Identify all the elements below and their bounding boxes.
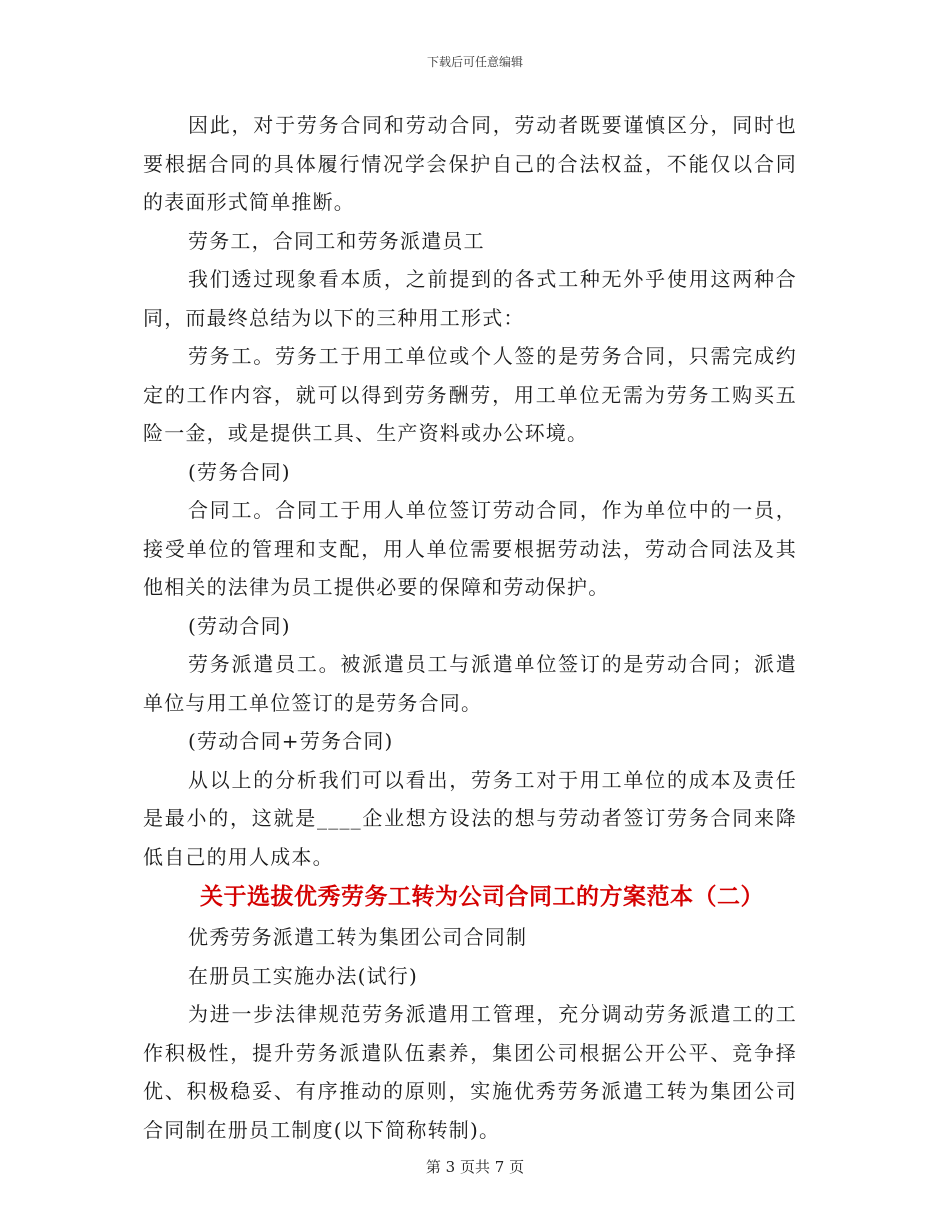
page-header: 下载后可任意编辑 <box>426 55 523 69</box>
paragraph-conclusion: 因此，对于劳务合同和劳动合同，劳动者既要谨慎区分，同时也要根据合同的具体履行情况学会保护自己的合法权益，不能仅以合同的表面形式简单推断。 <box>143 113 797 214</box>
paragraph-plan-title: 优秀劳务派遣工转为集团公司合同制 <box>188 925 528 949</box>
paragraph-contract-worker: 合同工。合同工于用人单位签订劳动合同，作为单位中的一员，接受单位的管理和支配，用人单位需要根据劳动法，劳动合同法及其他相关的法律为员工提供必要的保障和劳动保护。 <box>143 498 797 599</box>
section-heading: 关于选拔优秀劳务工转为公司合同工的方案范本（二） <box>200 884 764 910</box>
paragraph-labor-contract-note: (劳务合同) <box>188 459 291 484</box>
paragraph-analysis: 从以上的分析我们可以看出，劳务工对于用工单位的成本及责任是最小的，这就是____企业想方设法的想与劳动者签订劳务合同来降低自己的用人成本。 <box>143 767 797 869</box>
paragraph-combined-contract-note: (劳动合同+劳务合同) <box>188 729 394 753</box>
paragraph-employment-contract-note: (劳动合同) <box>188 613 291 638</box>
paragraph-plan-purpose: 为进一步法律规范劳务派遣用工管理，充分调动劳务派遣工的工作积极性，提升劳务派遣队伍素养，集团公司根据公开公平、竞争择优、积极稳妥、有序推动的原则，实施优秀劳务派遣工转为集团公司合同制在册员工制度(以下简称转制)。 <box>143 1002 797 1142</box>
paragraph-plan-subtitle: 在册员工实施办法(试行) <box>188 963 419 988</box>
page-footer: 第 3 页共 7 页 <box>425 1158 525 1176</box>
paragraph-subtitle: 劳务工，合同工和劳务派遣员工 <box>188 228 485 253</box>
paragraph-labor-worker: 劳务工。劳务工于用工单位或个人签的是劳务合同，只需完成约定的工作内容，就可以得到劳务酬劳，用工单位无需为劳务工购买五险一金，或是提供工具、生产资料或办公环境。 <box>143 344 797 445</box>
document-body <box>143 106 797 1149</box>
paragraph-dispatch-worker: 劳务派遣员工。被派遣员工与派遣单位签订的是劳动合同；派遣单位与用工单位签订的是劳务合同。 <box>143 652 797 715</box>
paragraph-intro: 我们透过现象看本质，之前提到的各式工种无外乎使用这两种合同，而最终总结为以下的三种用工形式： <box>143 267 797 330</box>
